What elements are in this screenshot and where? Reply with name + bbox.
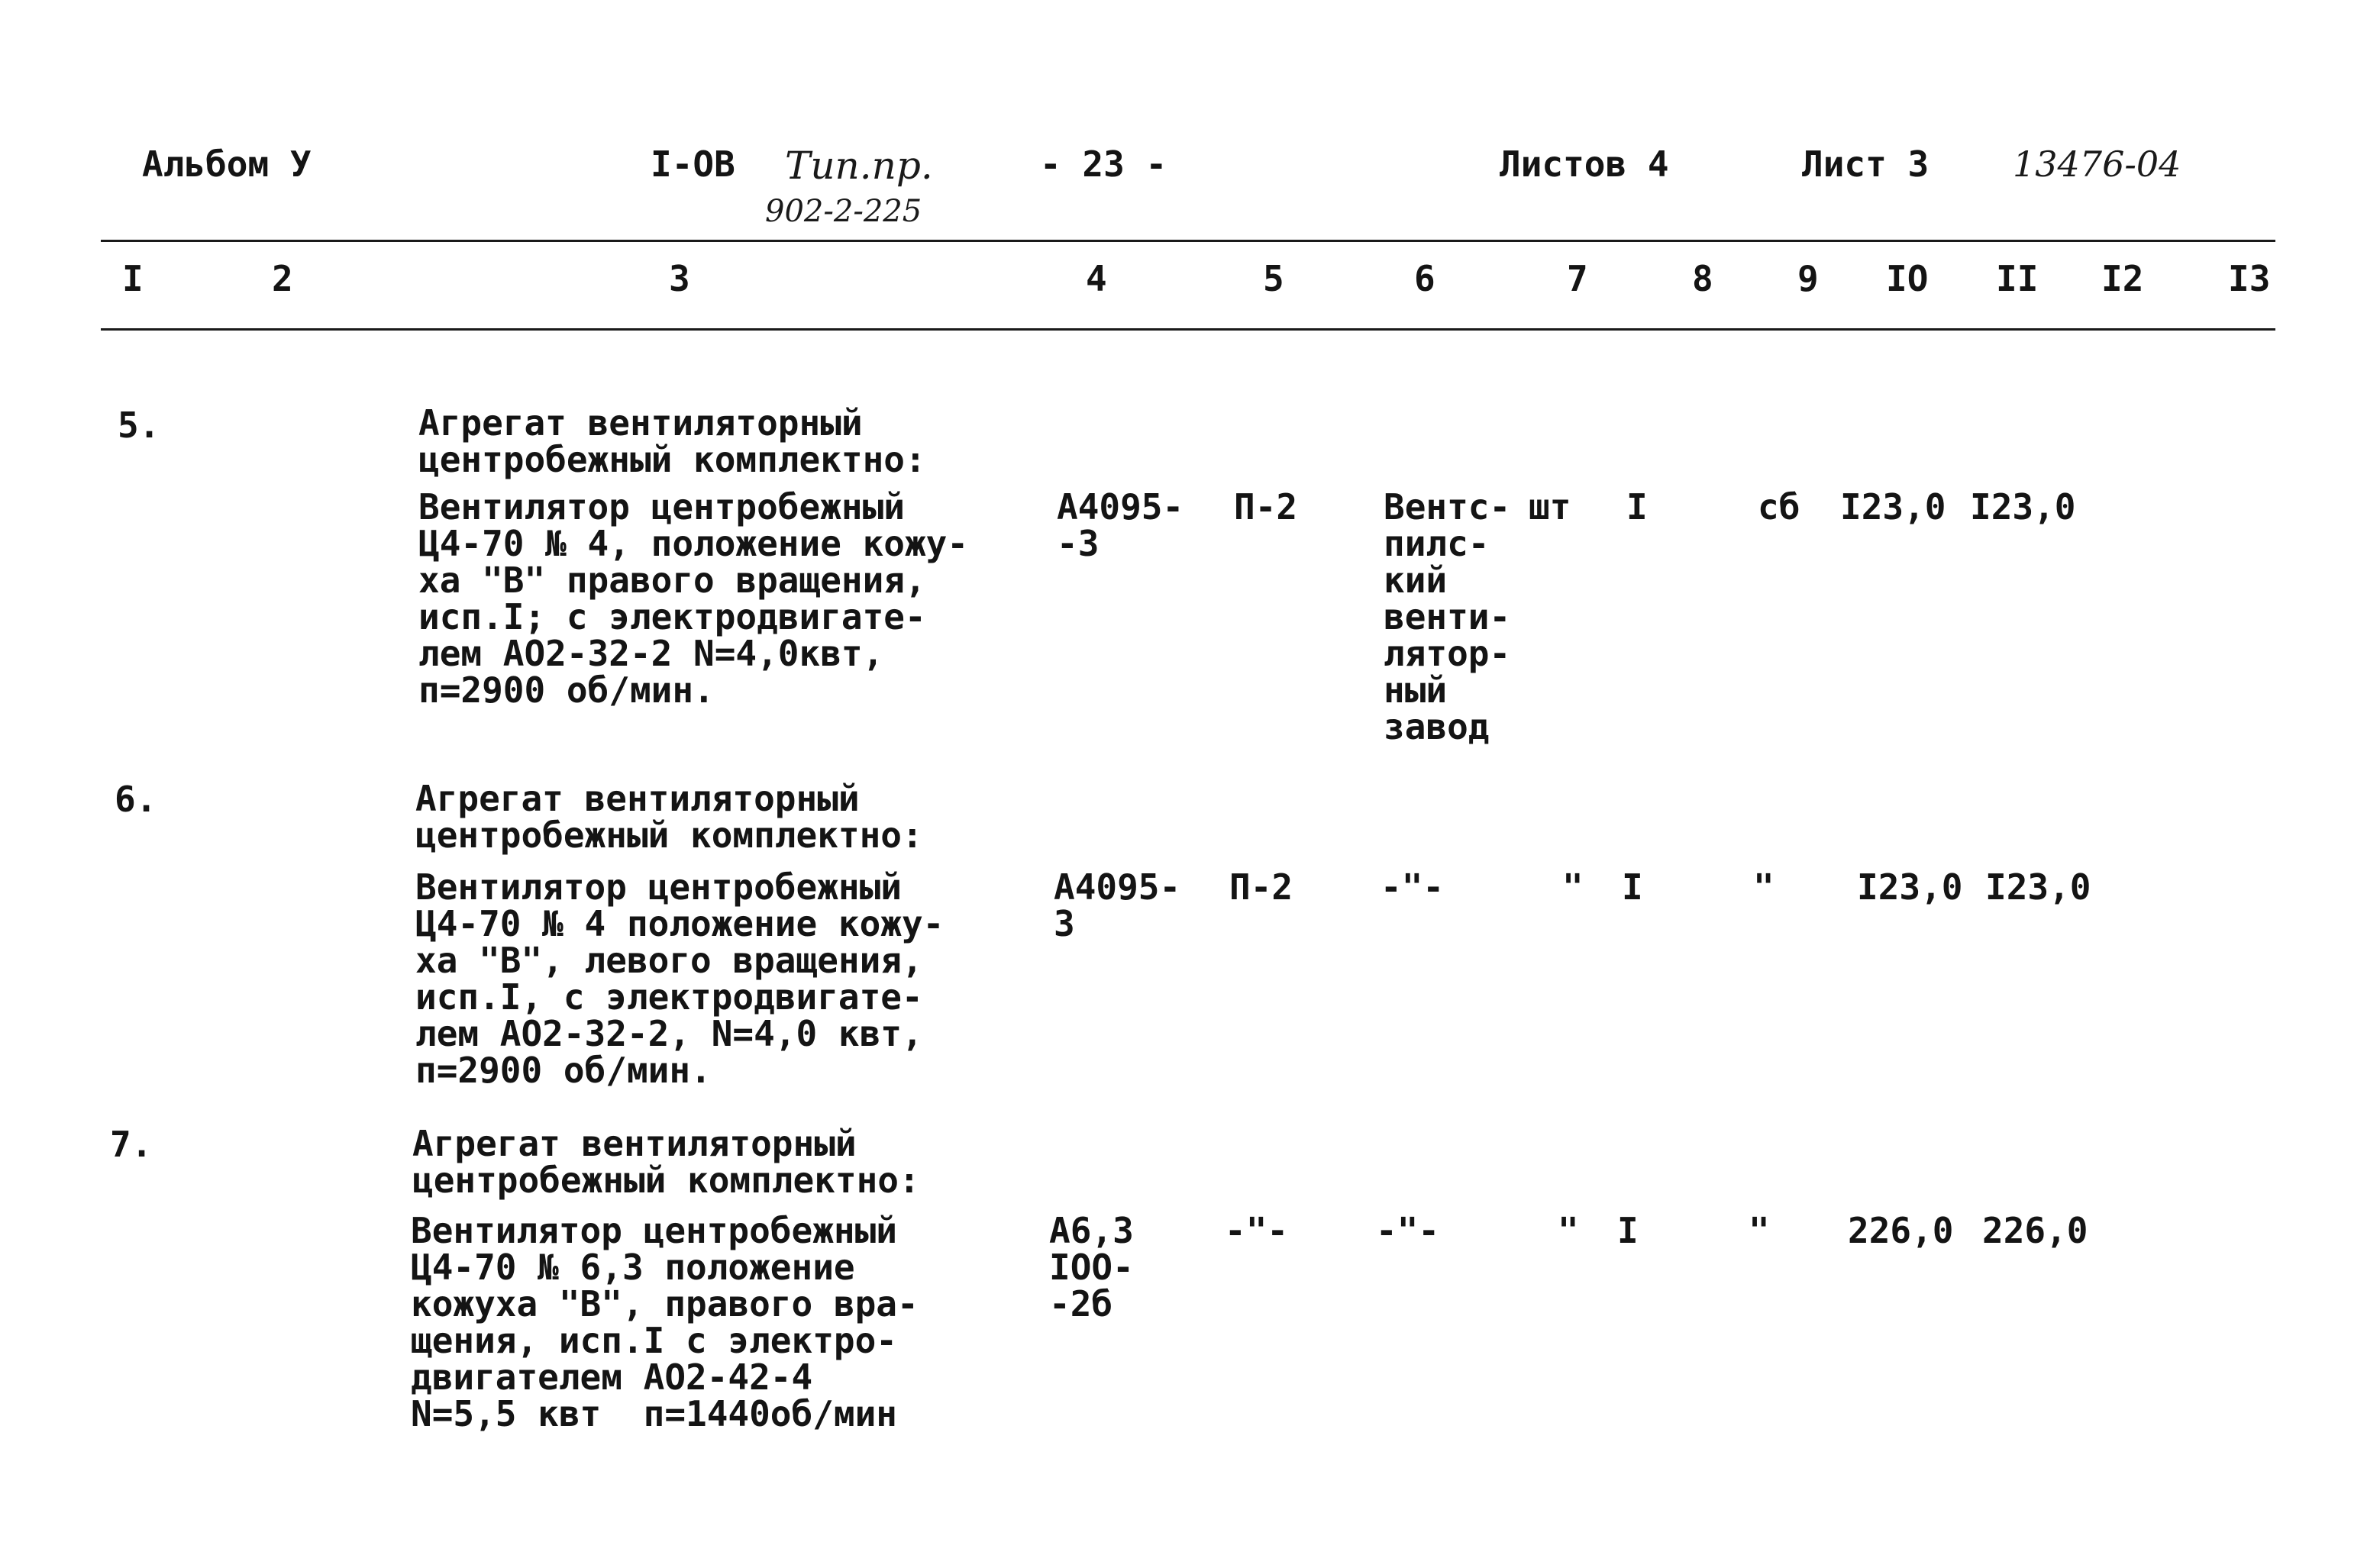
- item-description: Вентилятор центробежный Ц4-70 № 4, положение кожу- ха "В" правого вращения, исп.I; с электродвигате- лем АО2-32-2 N=4,0квт, п=2900 об/мин.: [418, 486, 969, 711]
- column-number: IO: [1886, 258, 1929, 299]
- item-col9: ": [1749, 1210, 1770, 1251]
- unit: шт: [1529, 486, 1571, 528]
- unit: ": [1558, 1210, 1579, 1251]
- total-weight: I23,0: [1970, 486, 2076, 528]
- group-title: Агрегат вентиляторный центробежный комплектно:: [418, 402, 926, 480]
- item-col9: ": [1753, 866, 1775, 908]
- header-top-rule: [101, 240, 2275, 242]
- quantity: I: [1626, 486, 1648, 528]
- manufacturer: Вентс- пилс- кий венти- лятор- ный завод: [1384, 486, 1511, 747]
- column-number: I2: [2101, 258, 2144, 299]
- item-col5: -"-: [1225, 1210, 1289, 1251]
- header-bottom-rule: [101, 328, 2275, 331]
- row-number: 5.: [118, 405, 160, 446]
- document-code: 13476-04: [2013, 144, 2181, 185]
- column-number: 5: [1263, 258, 1284, 299]
- unit-weight: I23,0: [1840, 486, 1946, 528]
- column-number: 6: [1414, 258, 1435, 299]
- item-description: Вентилятор центробежный Ц4-70 № 6,3 положение кожуха "В", правого вра- щения, исп.I с электро- двигателем АО2-42-4 N=5,5 квт п=1440об/мин: [411, 1210, 919, 1434]
- unit-weight: I23,0: [1857, 866, 1963, 908]
- unit: ": [1562, 866, 1584, 908]
- unit-weight: 226,0: [1848, 1210, 1954, 1251]
- column-number: I3: [2228, 258, 2271, 299]
- column-number: 7: [1567, 258, 1588, 299]
- column-number: I: [122, 258, 144, 299]
- column-number: II: [1996, 258, 2039, 299]
- album-label: Альбом У: [142, 144, 312, 185]
- group-title: Агрегат вентиляторный центробежный комплектно:: [415, 778, 923, 856]
- item-col9: сб: [1758, 486, 1800, 528]
- series-label: I-ОВ: [651, 144, 735, 185]
- manufacturer: -"-: [1376, 1210, 1440, 1251]
- column-number: 3: [669, 258, 690, 299]
- column-number: 4: [1086, 258, 1107, 299]
- total-weight: 226,0: [1982, 1210, 2088, 1251]
- sheet-number: Лист 3: [1802, 144, 1930, 185]
- item-code: А6,3 IОО- -2б: [1049, 1210, 1134, 1324]
- total-weight: I23,0: [1985, 866, 2091, 908]
- item-col5: П-2: [1229, 866, 1293, 908]
- project-number: 902-2-225: [765, 194, 922, 229]
- item-code: А4095- 3: [1054, 866, 1181, 944]
- quantity: I: [1622, 866, 1643, 908]
- manufacturer: -"-: [1381, 866, 1445, 908]
- project-label: Тип.пр.: [785, 144, 933, 188]
- quantity: I: [1617, 1210, 1639, 1251]
- page-number: - 23 -: [1040, 144, 1167, 185]
- item-code: А4095- -3: [1057, 486, 1184, 564]
- item-description: Вентилятор центробежный Ц4-70 № 4 положение кожу- ха "В", левого вращения, исп.I, с электродвигате- лем АО2-32-2, N=4,0 квт, п=2900 об/мин.: [415, 866, 945, 1091]
- column-number: 2: [272, 258, 293, 299]
- row-number: 7.: [110, 1124, 153, 1165]
- group-title: Агрегат вентиляторный центробежный комплектно:: [412, 1123, 920, 1201]
- row-number: 6.: [115, 779, 157, 820]
- item-col5: П-2: [1234, 486, 1298, 528]
- column-number: 8: [1692, 258, 1713, 299]
- sheets-total: Листов 4: [1500, 144, 1669, 185]
- column-number: 9: [1797, 258, 1819, 299]
